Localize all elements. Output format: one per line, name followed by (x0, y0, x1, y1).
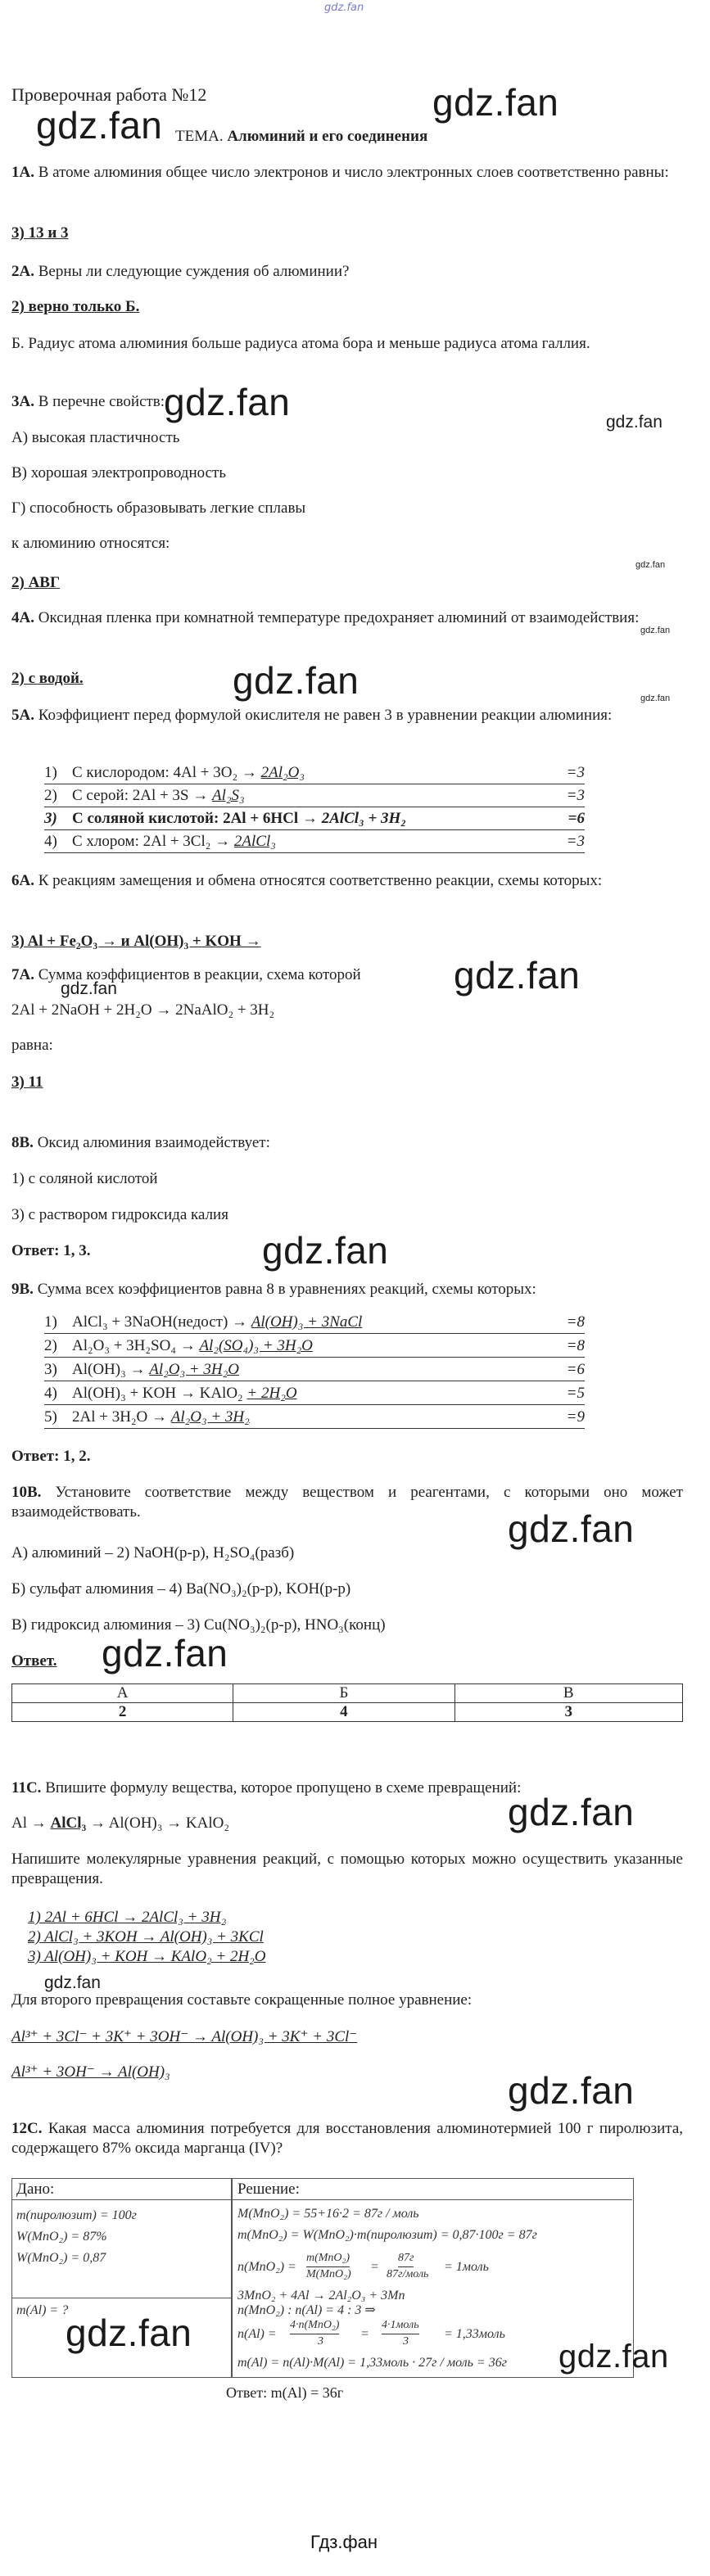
q12-question: Какая масса алюминия потребуется для восстановления алюминотермией 100 г пиролюзита, содержащего 87% оксида марганца (IV)? (11, 2120, 683, 2157)
watermark: gdz.fan (635, 560, 666, 570)
q9-row-product: Al(OH)₃ + 3NaCl (251, 1313, 363, 1331)
q3-text (11, 392, 165, 412)
watermark: gdz.fan (262, 1229, 389, 1272)
q9-label: 9В. (11, 1281, 34, 1298)
watermark: gdz.fan (508, 1791, 635, 1833)
q5-row-eq: С кислородом: 4Al + 3O₂ → (72, 764, 261, 781)
q5-row-num: 1) (44, 764, 57, 781)
q4-label: 4А. (11, 609, 34, 626)
q8-question: Оксид алюминия взаимодействует: (37, 1134, 270, 1151)
watermark: gdz.fan (559, 2339, 669, 2375)
q9-question: Сумма всех коэффициентов равна 8 в уравнениях реакций, схемы которых: (37, 1281, 536, 1298)
given-find: m(Al) = ? (16, 2303, 69, 2317)
q11-ion-short: Al³⁺ + 3OH⁻ → Al(OH)₃ (11, 2063, 170, 2081)
q9-row-num: 2) (44, 1337, 57, 1354)
s3-lhs: n(MnO₂) = (237, 2260, 296, 2274)
watermark: gdz.fan (606, 413, 663, 432)
watermark: gdz.fan (508, 1507, 635, 1550)
worksheet-page (11, 0, 695, 2576)
q11-question: Впишите формулу вещества, которое пропущено в схеме превращений: (45, 1779, 522, 1796)
q10-answer-table (11, 1683, 683, 1722)
watermark: gdz.fan (102, 1632, 228, 1674)
s6-eq: = (360, 2327, 369, 2341)
q2-label: 2А. (11, 263, 34, 280)
solution-step-2: m(MnO₂) = W(MnO₂)·m(пиролюзит) = 0,87·100г = 87г (237, 2228, 537, 2242)
s6-num: 4·n(MnO₂) (290, 2317, 339, 2334)
solution-step-5: n(MnO₂) : n(Al) = 4 : 3 ⇒ (237, 2303, 376, 2317)
q1-question: В атоме алюминия общее число электронов и число электронных слоев соответственно равны: (38, 164, 669, 181)
s3-den: M(MnO₂) (306, 2268, 351, 2280)
q2-text (11, 262, 349, 282)
q9-row-eq: 2Al + 3H₂O → (72, 1408, 171, 1426)
q5-row-eq: С соляной кислотой: 2Al + 6HCl → (72, 810, 322, 827)
q10-question: Установите соответствие между веществом и реагентами, с которыми оно может взаимодействовать. (11, 1484, 683, 1521)
watermark: gdz.fan (233, 659, 360, 702)
solution-title: Решение: (237, 2181, 300, 2198)
q10-answer-label: Ответ. (11, 1652, 57, 1670)
q7-question: Сумма коэффициентов в реакции, схема которой (38, 966, 361, 983)
q6-label: 6А. (11, 872, 34, 889)
q5-question: Коэффициент перед формулой окислителя не равен 3 в уравнении реакции алюминия: (38, 707, 613, 724)
watermark: gdz.fan (454, 954, 581, 997)
q5-text (11, 706, 683, 725)
q9-row-eq: AlCl₃ + 3NaOH(недост) → (72, 1313, 251, 1331)
q5-row-2 (44, 785, 585, 807)
watermark: gdz.fan (640, 626, 671, 635)
q12-label: 12С. (11, 2120, 43, 2137)
q3-option-b: В) хорошая электропроводность (11, 464, 226, 481)
q9-row-eq: Al(OH)₃ + KOH → KAlO₂ (72, 1385, 247, 1402)
q9-row-num: 4) (44, 1385, 57, 1402)
q1-label: 1А. (11, 164, 34, 181)
q9-row-product: + 2H₂O (246, 1385, 297, 1402)
q3-answer: 2) АВГ (11, 574, 61, 591)
q11-scheme-missing: AlCl₃ (50, 1814, 87, 1832)
q9-row-product: Al₂O₃ + 3H₂ (170, 1408, 250, 1426)
topic-prefix: ТЕМА. (175, 128, 224, 145)
q11-ion-full: Al³⁺ + 3Cl⁻ + 3K⁺ + 3OH⁻ → Al(OH)₃ + 3K⁺ + 3Cl⁻ (11, 2028, 358, 2045)
q1-answer: 3) 13 и 3 (11, 224, 69, 242)
q8-option-3: 3) с раствором гидроксида калия (11, 1206, 228, 1223)
q5-row-result: =3 (566, 787, 585, 804)
watermark: gdz.fan (432, 81, 559, 124)
q10-line-v: В) гидроксид алюминия – 3) Cu(NO₃)₂(р-р), HNO₃(конц) (11, 1616, 386, 1634)
q4-text (11, 608, 683, 628)
footer-watermark: Гдз.фан (310, 2532, 378, 2552)
q12-text (11, 2119, 683, 2158)
solution-step-4: 3MnO₂ + 4Al → 2Al₂O₃ + 3Mn (237, 2289, 405, 2303)
q9-row-1 (44, 1312, 585, 1334)
s6-lhs: n(Al) = (237, 2327, 277, 2341)
s3-num: m(MnO₂) (306, 2250, 350, 2267)
q5-row-result: =3 (566, 764, 585, 781)
q9-row-5 (44, 1407, 585, 1429)
table-cell: 3 (454, 1703, 682, 1722)
table-cell: 4 (233, 1703, 454, 1722)
q9-row-num: 3) (44, 1361, 57, 1378)
q8-option-1: 1) с соляной кислотой (11, 1170, 158, 1187)
s6-den: 3 (318, 2335, 323, 2348)
watermark: gdz.fan (44, 1973, 101, 1992)
s3-result: = 1моль (444, 2260, 489, 2274)
q5-row-1 (44, 762, 585, 784)
q12-answer: Ответ: m(Al) = 36г (226, 2384, 344, 2401)
q9-row-num: 1) (44, 1313, 57, 1331)
q5-row-product: 2AlCl₃ (233, 833, 276, 850)
q11-label: 11С. (11, 1779, 42, 1796)
topic-line (175, 127, 427, 147)
q3-option-a: А) высокая пластичность (11, 429, 180, 446)
q2-note: Б. Радиус атома алюминия больше радиуса атома бора и меньше радиуса атома галлия. (11, 335, 590, 352)
s6-num2: 4·1моль (382, 2317, 419, 2334)
q8-label: 8В. (11, 1134, 34, 1151)
given-2: W(MnO₂) = 87% (16, 2230, 107, 2244)
q10-line-b: Б) сульфат алюминия – 4) Ba(NO₃)₂(р-р), KOH(р-р) (11, 1580, 351, 1598)
q11-eq3: 3) Al(OH)₃ + KOH → KAlO₂ + 2H₂O (28, 1948, 266, 1965)
q10-label: 10В. (11, 1484, 42, 1501)
q2-answer: 2) верно только Б. (11, 298, 140, 315)
q11-text2: Напишите молекулярные уравнения реакций, с помощью которых можно осуществить указанные превращения. (11, 1851, 683, 1887)
q9-row-result: =6 (566, 1361, 585, 1378)
q5-row-product: 2Al₂O₃ (260, 764, 305, 781)
s3-eq: = (370, 2260, 379, 2274)
q4-answer: 2) с водой. (11, 670, 84, 687)
q5-row-product: 2AlCl₃ + 3H₂ (321, 810, 406, 827)
q3-tail: к алюминию относятся: (11, 535, 170, 552)
q5-row-4 (44, 831, 585, 853)
table-cell: А (12, 1684, 233, 1703)
q4-question: Оксидная пленка при комнатной температуре предохраняет алюминий от взаимодействия: (38, 609, 640, 626)
q2-question: Верны ли следующие суждения об алюминии? (38, 263, 350, 280)
q9-row-result: =8 (566, 1337, 585, 1354)
q11-eq1: 1) 2Al + 6HCl → 2AlCl₃ + 3H₂ (28, 1909, 227, 1926)
q5-row-3 (44, 808, 585, 830)
q1-text (11, 163, 683, 183)
table-cell: 2 (12, 1703, 233, 1722)
s6-result: = 1,33моль (444, 2327, 505, 2341)
table-cell: Б (233, 1684, 454, 1703)
q5-row-eq: С серой: 2Al + 3S → (72, 787, 212, 804)
q5-row-num: 2) (44, 787, 57, 804)
q9-row-product: Al₂O₃ + 3H₂O (149, 1361, 239, 1378)
q11-scheme (11, 1814, 229, 1833)
q7-label: 7А. (11, 966, 34, 983)
q5-row-product: Al₂S₃ (212, 787, 245, 804)
q5-row-num: 3) (44, 810, 57, 827)
q6-answer: 3) Al + Fe₂O₃ → и Al(OH)₃ + KOH → (11, 933, 261, 950)
q9-row-result: =8 (566, 1313, 585, 1331)
solution-step-7: m(Al) = n(Al)·M(Al) = 1,33моль · 27г / моль = 36г (237, 2356, 507, 2370)
q9-row-eq: Al(OH)₃ → (72, 1361, 150, 1378)
given-3: W(MnO₂) = 0,87 (16, 2251, 106, 2265)
q11-eq2: 2) AlCl₃ + 3KOH → Al(OH)₃ + 3KCl (28, 1928, 264, 1946)
watermark: gdz.fan (640, 694, 671, 703)
given-1: m(пиролюзит) = 100г (16, 2208, 137, 2222)
s3-den2: 87г/моль (387, 2268, 429, 2280)
q5-row-result: =3 (566, 833, 585, 850)
s6-den2: 3 (403, 2335, 409, 2348)
q5-row-eq: С хлором: 2Al + 3Cl₂ → (72, 833, 234, 850)
q8-text (11, 1133, 270, 1153)
q11-text3: Для второго превращения составьте сокращенные полное уравнение: (11, 1991, 473, 2009)
q10-line-a: А) алюминий – 2) NaOH(р-р), H₂SO₄(разб) (11, 1544, 295, 1561)
q9-row-num: 5) (44, 1408, 57, 1426)
table-cell: В (454, 1684, 682, 1703)
header-scribble: gdz.fan (324, 2, 364, 14)
q8-answer: Ответ: 1, 3. (11, 1242, 91, 1259)
q11-text (11, 1778, 521, 1798)
watermark: gdz.fan (164, 381, 291, 423)
q5-row-num: 4) (44, 833, 57, 850)
q9-row-3 (44, 1359, 585, 1381)
q3-option-g: Г) способность образовывать легкие сплавы (11, 499, 306, 517)
q9-row-eq: Al₂O₃ + 3H₂SO₄ → (72, 1337, 200, 1354)
q5-label: 5А. (11, 707, 34, 724)
solution-step-3 (237, 2250, 622, 2285)
solution-step-1: M(MnO₂) = 55+16·2 = 87г / моль (237, 2207, 419, 2221)
given-title: Дано: (16, 2181, 55, 2198)
q3-label: 3А. (11, 393, 34, 410)
topic-name: Алюминий и его соединения (227, 128, 428, 145)
q9-row-result: =9 (566, 1408, 585, 1426)
q9-row-2 (44, 1335, 585, 1358)
q6-question: К реакциям замещения и обмена относятся соответственно реакции, схемы которых: (38, 872, 603, 889)
table-header-row (12, 1684, 683, 1703)
given-header-rule (11, 2199, 632, 2200)
q3-question: В перечне свойств: (38, 393, 165, 410)
s3-num2: 87г (398, 2250, 414, 2267)
q11-scheme-start: Al → (11, 1814, 51, 1832)
q9-row-4 (44, 1383, 585, 1405)
table-row (12, 1703, 683, 1722)
q7-equals: равна: (11, 1037, 53, 1054)
q9-answer: Ответ: 1, 2. (11, 1448, 91, 1465)
q5-row-result: =6 (568, 810, 585, 827)
watermark: gdz.fan (36, 104, 163, 147)
q9-text (11, 1280, 536, 1299)
q11-scheme-end: → Al(OH)₃ → KAlO₂ (86, 1814, 229, 1832)
watermark: gdz.fan (61, 979, 117, 998)
watermark: gdz.fan (66, 2312, 192, 2354)
q7-answer: 3) 11 (11, 1073, 43, 1091)
watermark: gdz.fan (508, 2069, 635, 2112)
q9-row-product: Al₂(SO₄)₃ + 3H₂O (199, 1337, 313, 1354)
q7-equation: 2Al + 2NaOH + 2H₂O → 2NaAlO₂ + 3H₂ (11, 1001, 275, 1019)
q6-text (11, 871, 683, 891)
page-title: Проверочная работа №12 (11, 84, 207, 105)
q9-row-result: =5 (566, 1385, 585, 1402)
